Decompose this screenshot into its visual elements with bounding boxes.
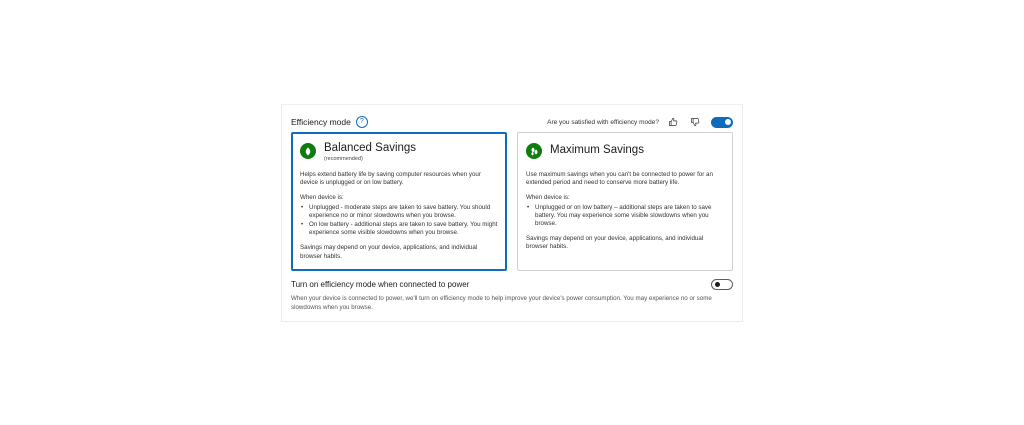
toggle-knob [725, 119, 731, 125]
bullet-item: • On low battery - additional steps are taken to save battery. You might experience some visible slowdowns when you browse. [309, 221, 498, 237]
balanced-savings-card[interactable] [291, 132, 507, 271]
card-bullets [300, 204, 498, 238]
card-description: Use maximum savings when you can't be connected to power for an extended period and need to conserve more battery life. [526, 171, 713, 187]
balanced-savings-title: Balanced Savings [324, 142, 417, 154]
card-body [526, 171, 724, 252]
efficiency-mode-toggle[interactable] [711, 117, 733, 128]
when-device-label: When device is: [526, 194, 570, 202]
maximum-savings-card[interactable] [517, 132, 733, 271]
power-efficiency-toggle[interactable] [711, 279, 733, 290]
card-header [300, 141, 498, 171]
card-footnote: Savings may depend on your device, applications, and individual browser habits. [300, 244, 478, 260]
power-setting-title: Turn on efficiency mode when connected to power [291, 279, 470, 289]
feedback-question: Are you satisfied with efficiency mode? [547, 118, 659, 126]
card-header [526, 141, 724, 171]
card-body [300, 171, 498, 261]
card-footnote: Savings may depend on your device, applications, and individual browser habits. [526, 235, 704, 251]
bullet-item: • Unplugged - moderate steps are taken to save battery. You should experience no or minor slowdowns when you browse. [309, 204, 498, 220]
recommended-label: (recommended) [324, 156, 363, 162]
bullet-item: • Unplugged or on low battery – additional steps are taken to save battery. You may experience some visible slowdowns when you browse. [535, 204, 724, 229]
power-setting-description: When your device is connected to power, we'll turn on efficiency mode to help improve your device's power consumption. You may experience no or some slowdowns when you browse. [291, 295, 712, 311]
power-setting-row [291, 277, 733, 291]
card-bullets [526, 204, 724, 229]
card-description: Helps extend battery life by saving computer resources when your device is unplugged or on low battery. [300, 171, 481, 187]
toggle-knob [715, 282, 720, 287]
efficiency-mode-title: Efficiency mode [291, 117, 351, 127]
efficiency-mode-panel [281, 104, 743, 322]
leaf-icon [300, 143, 316, 159]
thumbs-down-icon[interactable] [689, 116, 701, 128]
help-icon[interactable]: ? [356, 116, 368, 128]
leaves-icon [526, 143, 542, 159]
maximum-savings-title: Maximum Savings [550, 144, 644, 156]
when-device-label: When device is: [300, 194, 344, 202]
efficiency-header [291, 113, 733, 131]
thumbs-up-icon[interactable] [667, 116, 679, 128]
card-title-group [324, 141, 416, 162]
